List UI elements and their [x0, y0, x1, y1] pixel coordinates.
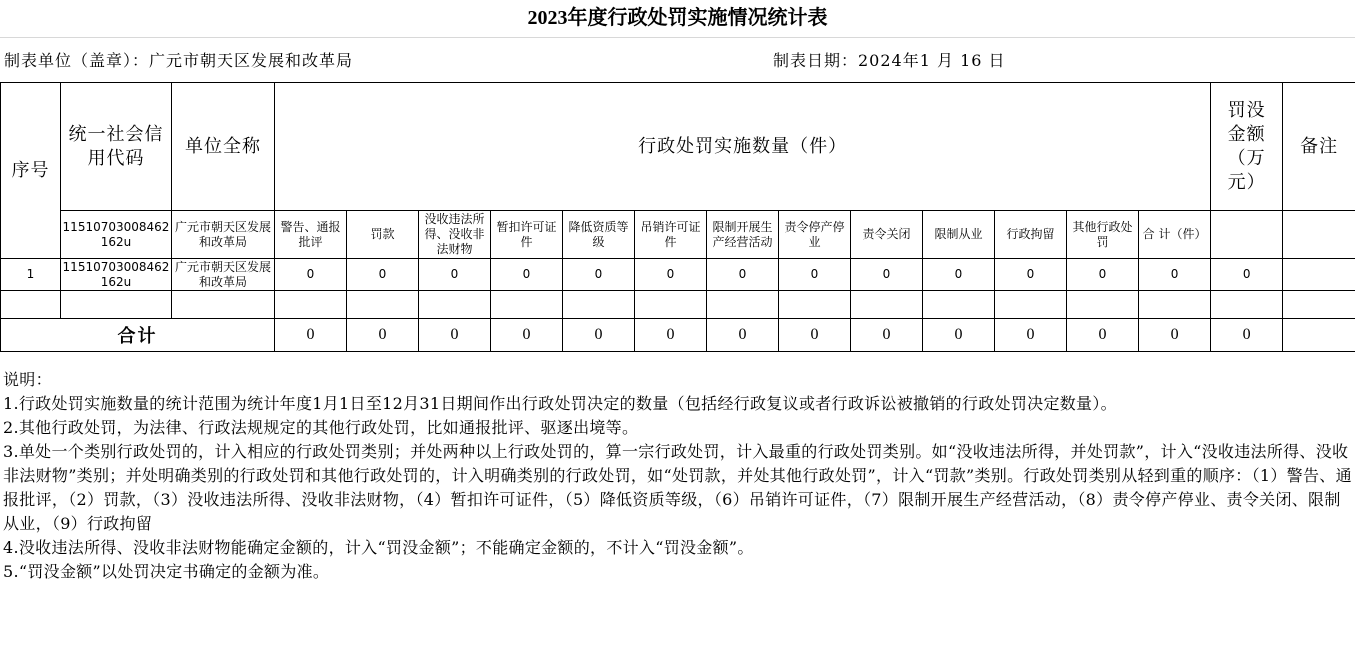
note-item: 1.行政处罚实施数量的统计范围为统计年度1月1日至12月31日期间作出行政处罚决定的数量（包括经行政复议或者行政诉讼被撤销的行政处罚决定数量）。 — [3, 394, 1117, 413]
row-unit-name: 广元市朝天区发展和改革局 — [172, 259, 275, 291]
title-divider — [0, 37, 1355, 38]
subheader-other-penalty: 其他行政处罚 — [1067, 211, 1139, 259]
page-title: 2023年度行政处罚实施情况统计表 — [527, 7, 828, 29]
total-amount: 0 — [1211, 319, 1283, 352]
reporting-unit: 制表单位（盖章）：广元市朝天区发展和改革局 — [4, 51, 354, 70]
total-row — [1, 319, 1355, 352]
total-remark — [1283, 319, 1355, 352]
notes-section — [3, 368, 1353, 584]
row-value: 0 — [995, 259, 1067, 291]
row-value: 0 — [851, 259, 923, 291]
subheader-subtotal: 合 计（件） — [1139, 211, 1211, 259]
notes-heading: 说明： — [3, 370, 52, 389]
header-row — [1, 83, 1355, 211]
total-value: 0 — [779, 319, 851, 352]
row-value: 0 — [563, 259, 635, 291]
report-date: 制表日期：2024年1 月 16 日 — [773, 51, 1006, 70]
header-remark: 备注 — [1283, 83, 1355, 211]
statistics-table — [0, 82, 1355, 352]
total-value: 0 — [635, 319, 707, 352]
note-item: 5.“罚没金额”以处罚决定书确定的金额为准。 — [3, 562, 330, 581]
row-value: 0 — [923, 259, 995, 291]
row-value: 0 — [1067, 259, 1139, 291]
total-value: 0 — [1139, 319, 1211, 352]
row-value: 0 — [779, 259, 851, 291]
subheader-license-suspension: 暂扣许可证件 — [491, 211, 563, 259]
subheader-detention: 行政拘留 — [995, 211, 1067, 259]
empty-row — [1, 291, 1355, 319]
row-value: 0 — [275, 259, 347, 291]
header-penalty-count: 行政处罚实施数量（件） — [275, 83, 1211, 211]
header-unit-name: 单位全称 — [172, 83, 275, 211]
subheader-confiscation: 没收违法所得、没收非法财物 — [419, 211, 491, 259]
total-value: 0 — [419, 319, 491, 352]
header-penalty-amount: 罚没金额（万元） — [1211, 83, 1283, 211]
subheader-business-restriction: 限制开展生产经营活动 — [707, 211, 779, 259]
header-credit-code: 统一社会信用代码 — [61, 83, 172, 211]
total-value: 0 — [707, 319, 779, 352]
subheader-closure: 责令关闭 — [851, 211, 923, 259]
subheader-warning: 警告、通报批评 — [275, 211, 347, 259]
total-value: 0 — [995, 319, 1067, 352]
total-value: 0 — [275, 319, 347, 352]
total-value: 0 — [851, 319, 923, 352]
subheader-unit-name: 广元市朝天区发展和改革局 — [172, 211, 275, 259]
subheader-amount-empty — [1211, 211, 1283, 259]
row-value: 0 — [707, 259, 779, 291]
total-value: 0 — [563, 319, 635, 352]
row-value: 0 — [1139, 259, 1211, 291]
subheader-remark-empty — [1283, 211, 1355, 259]
note-item: 2.其他行政处罚，为法律、行政法规规定的其他行政处罚，比如通报批评、驱逐出境等。 — [3, 418, 639, 437]
header-seq: 序号 — [1, 83, 61, 259]
subheader-employment-restriction: 限制从业 — [923, 211, 995, 259]
row-credit-code: 11510703008462162u — [61, 259, 172, 291]
note-item: 3.单处一个类别行政处罚的，计入相应的行政处罚类别；并处两种以上行政处罚的，算一宗行政处罚，计入最重的行政处罚类别。如“没收违法所得，并处罚款”，计入“没收违法所得、没收非法财物”类别；并处明确类别的行政处罚和其他行政处罚的，计入明确类别的行政处罚，如“处罚款，并处其他行政处罚”，计入“罚款”类别。行政处罚类别从轻到重的顺序：（1）警告、通报批评，（2）罚款，（3）没收违法所得、没收非法财物，（4）暂扣许可证件，（5）降低资质等级，（6）吊销许可证件，（7）限制开展生产经营活动，（8）责令停产停业、责令关闭、限制从业，（9）行政拘留 — [3, 442, 1352, 533]
total-label: 合计 — [1, 319, 275, 352]
row-value: 0 — [419, 259, 491, 291]
row-amount: 0 — [1211, 259, 1283, 291]
note-item: 4.没收违法所得、没收非法财物能确定金额的，计入“罚没金额”；不能确定金额的，不计入“罚没金额”。 — [3, 538, 754, 557]
subheader-row — [1, 211, 1355, 259]
subheader-credit-code: 11510703008462162u — [61, 211, 172, 259]
subheader-license-revocation: 吊销许可证件 — [635, 211, 707, 259]
total-value: 0 — [923, 319, 995, 352]
table-row — [1, 259, 1355, 291]
total-value: 0 — [491, 319, 563, 352]
row-remark — [1283, 259, 1355, 291]
total-value: 0 — [1067, 319, 1139, 352]
row-seq: 1 — [1, 259, 61, 291]
row-value: 0 — [347, 259, 419, 291]
subheader-production-suspension: 责令停产停业 — [779, 211, 851, 259]
row-value: 0 — [491, 259, 563, 291]
subheader-fine: 罚款 — [347, 211, 419, 259]
subheader-qualification-downgrade: 降低资质等级 — [563, 211, 635, 259]
row-value: 0 — [635, 259, 707, 291]
total-value: 0 — [347, 319, 419, 352]
